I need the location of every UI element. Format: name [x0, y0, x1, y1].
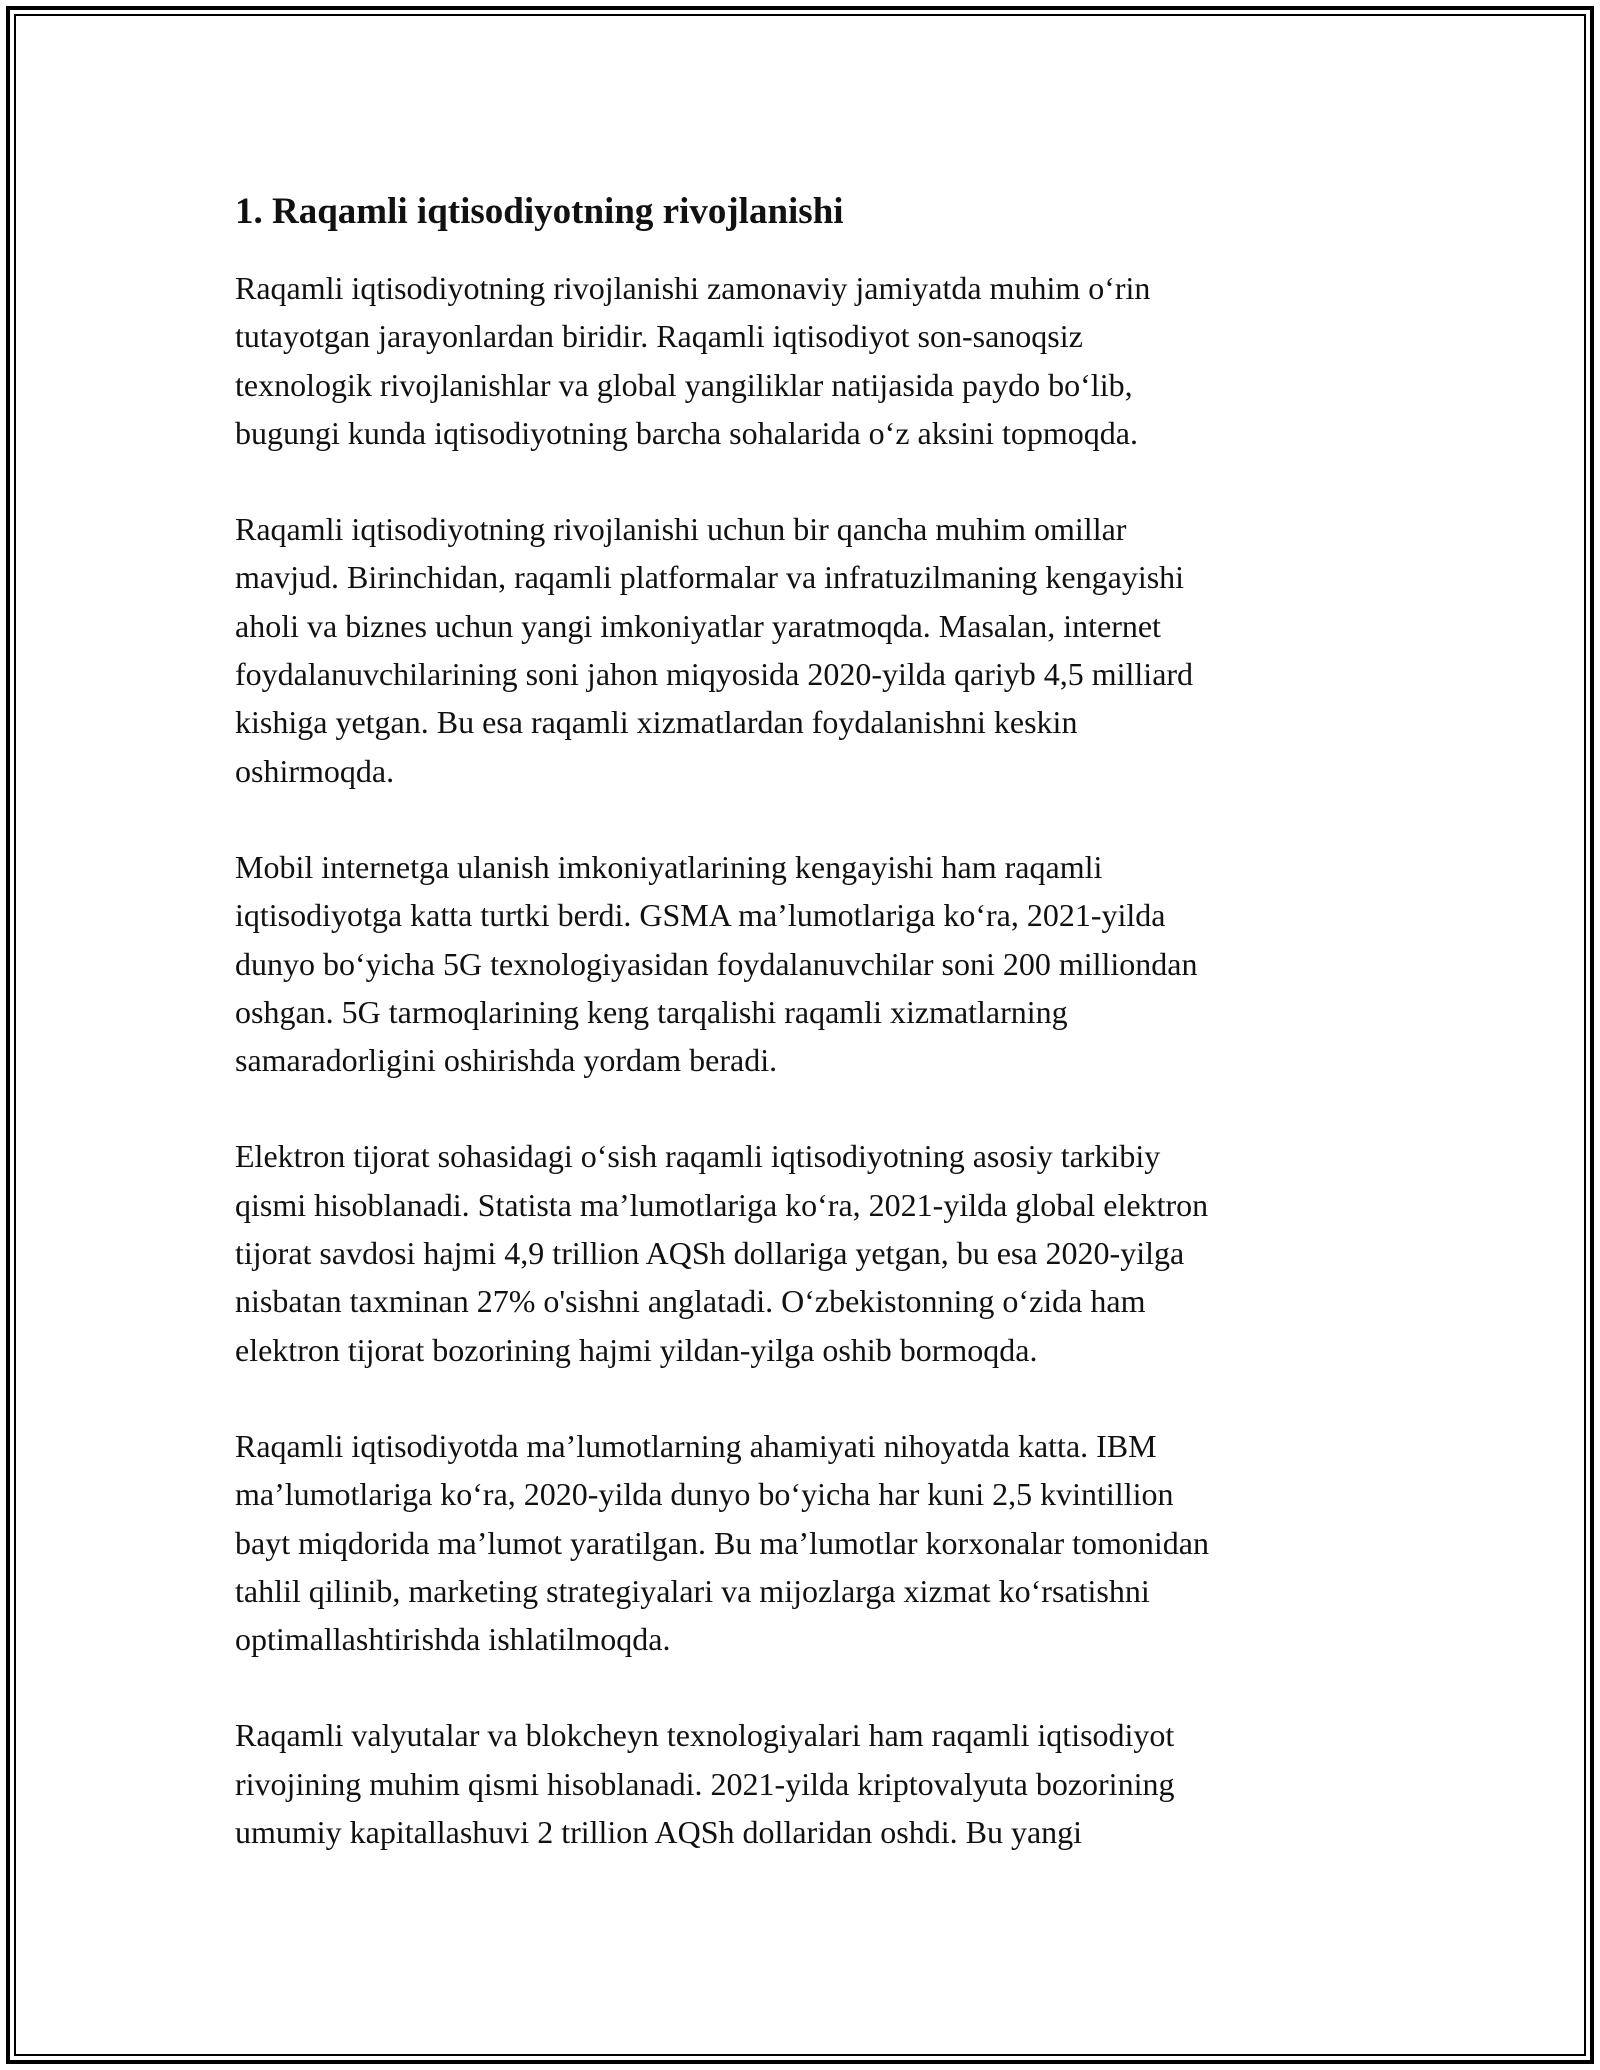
paragraph — [235, 843, 1365, 1084]
paragraph-line: umumiy kapitallashuvi 2 trillion AQSh dollaridan oshdi. Bu yangi — [235, 1814, 1083, 1851]
paragraph-list — [235, 264, 1365, 1856]
paragraph-line: Raqamli iqtisodiyotning rivojlanishi uchun bir qancha muhim omillar — [235, 511, 1127, 548]
paragraph-line: oshgan. 5G tarmoqlarining keng tarqalishi raqamli xizmatlarning — [235, 993, 1068, 1030]
paragraph — [235, 1711, 1365, 1856]
paragraph-line: Mobil internetga ulanish imkoniyatlarining kengayishi ham raqamli — [235, 848, 1103, 885]
paragraph-line: samaradorligini oshirishda yordam beradi. — [235, 1042, 778, 1079]
paragraph-line: ma’lumotlariga ko‘ra, 2020-yilda dunyo bo‘yicha har kuni 2,5 kvintillion — [235, 1476, 1174, 1513]
paragraph-line: bayt miqdorida ma’lumot yaratilgan. Bu ma’lumotlar korxonalar tomonidan — [235, 1524, 1209, 1561]
document-body — [235, 186, 1365, 1904]
paragraph-line: rivojining muhim qismi hisoblanadi. 2021-yilda kriptovalyuta bozorining — [235, 1765, 1175, 1802]
paragraph-line: tijorat savdosi hajmi 4,9 trillion AQSh dollariga yetgan, bu esa 2020-yilga — [235, 1235, 1185, 1272]
paragraph-line: Elektron tijorat sohasidagi o‘sish raqamli iqtisodiyotning asosiy tarkibiy — [235, 1138, 1161, 1175]
paragraph-line: qismi hisoblanadi. Statista ma’lumotlariga ko‘ra, 2021-yilda global elektron — [235, 1186, 1209, 1223]
paragraph-line: mavjud. Birinchidan, raqamli platformalar va infratuzilmaning kengayishi — [235, 559, 1185, 596]
paragraph-line: texnologik rivojlanishlar va global yangiliklar natijasida paydo bo‘lib, — [235, 366, 1133, 403]
paragraph-line: optimallashtirishda ishlatilmoqda. — [235, 1621, 671, 1658]
paragraph — [235, 1422, 1365, 1663]
paragraph-line: Raqamli iqtisodiyotda ma’lumotlarning ahamiyati nihoyatda katta. IBM — [235, 1427, 1157, 1464]
paragraph-line: nisbatan taxminan 27% o'sishni anglatadi. O‘zbekistonning o‘zida ham — [235, 1283, 1146, 1320]
paragraph-line: kishiga yetgan. Bu esa raqamli xizmatlardan foydalanishni keskin — [235, 704, 1078, 741]
paragraph-line: bugungi kunda iqtisodiyotning barcha sohalarida o‘z aksini topmoqda. — [235, 414, 1138, 451]
paragraph — [235, 264, 1365, 457]
paragraph — [235, 1132, 1365, 1373]
paragraph-line: iqtisodiyotga katta turtki berdi. GSMA ma’lumotlariga ko‘ra, 2021-yilda — [235, 897, 1166, 934]
paragraph-line: foydalanuvchilarining soni jahon miqyosida 2020-yilda qariyb 4,5 milliard — [235, 656, 1194, 693]
section-heading: 1. Raqamli iqtisodiyotning rivojlanishi — [235, 191, 844, 232]
paragraph-line: Raqamli iqtisodiyotning rivojlanishi zamonaviy jamiyatda muhim o‘rin — [235, 270, 1151, 306]
paragraph-line: tahlil qilinib, marketing strategiyalari va mijozlarga xizmat ko‘rsatishni — [235, 1572, 1150, 1609]
paragraph-line: Raqamli valyutalar va blokcheyn texnologiyalari ham raqamli iqtisodiyot — [235, 1717, 1175, 1754]
paragraph-line: oshirmoqda. — [235, 752, 395, 789]
paragraph-line: aholi va biznes uchun yangi imkoniyatlar yaratmoqda. Masalan, internet — [235, 607, 1161, 644]
paragraph-line: elektron tijorat bozorining hajmi yildan-yilga oshib bormoqda. — [235, 1331, 1038, 1368]
paragraph — [235, 505, 1365, 795]
paragraph-line: dunyo bo‘yicha 5G texnologiyasidan foydalanuvchilar soni 200 milliondan — [235, 945, 1198, 982]
paragraph-line: tutayotgan jarayonlardan biridir. Raqamli iqtisodiyot son-sanoqsiz — [235, 318, 1083, 355]
